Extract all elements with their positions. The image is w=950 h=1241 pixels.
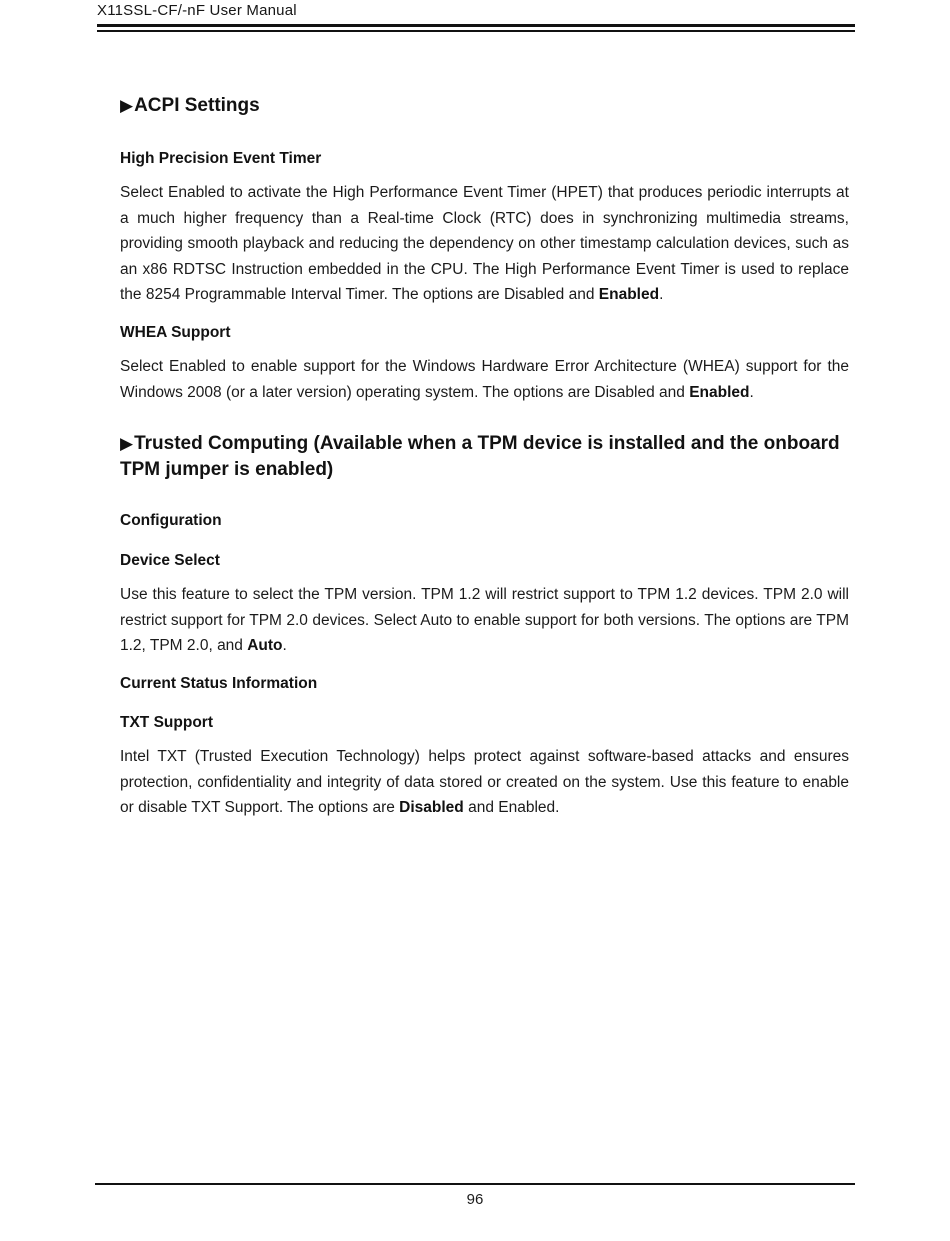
heading-configuration: Configuration: [120, 512, 222, 530]
heading-device-select: Device Select: [120, 552, 220, 570]
heading-txt-support: TXT Support: [120, 713, 213, 731]
heading-trusted-computing: ▶Trusted Computing (Available when a TPM device is installed and the onboard TPM jumper is enabled): [120, 433, 840, 481]
paragraph-txt-support: Intel TXT (Trusted Execution Technology) helps protect against software-based attacks and ensures protection, confidentiality and integrity of data stored or created on the system. Use this feature to enable or disable TXT Support. The options are Disabled and Enabled.: [120, 747, 849, 817]
heading-acpi-settings: ▶ACPI Settings: [120, 95, 260, 116]
footer-rule: [95, 1183, 855, 1185]
manual-title: X11SSL-CF/-nF User Manual: [97, 2, 297, 19]
page-header: [0, 0, 950, 32]
heading-high-precision-event-timer: High Precision Event Timer: [120, 150, 322, 167]
page-content: [120, 93, 849, 821]
page-number: 96: [466, 1191, 484, 1208]
heading-whea-support: WHEA Support: [120, 323, 231, 341]
paragraph-whea: Select Enabled to enable support for the Windows Hardware Error Architecture (WHEA) support for the Windows 2008 (or a later version) operating system. The options are Disabled and Enabled.: [120, 357, 849, 401]
page-footer: [95, 1183, 855, 1208]
paragraph-hpet: Select Enabled to activate the High Performance Event Timer (HPET) that produces periodic interrupts at a much higher frequency than a Real-time Clock (RTC) does in synchronizing multimedia streams, providing smooth playback and reducing the dependency on other timestamp calculation devices, such as an x86 RDTSC Instruction embedded in the CPU. The High Performance Event Timer is used to replace the 8254 Programmable Interval Timer. The options are Disabled and Enabled.: [120, 184, 849, 304]
arrow-marker-icon: ▶: [120, 434, 134, 454]
arrow-marker-icon: ▶: [120, 96, 134, 115]
heading-current-status-information: Current Status Information: [120, 674, 318, 692]
header-rule-thick: [97, 24, 855, 27]
header-rule-thin: [97, 30, 855, 32]
paragraph-device-select: Use this feature to select the TPM version. TPM 1.2 will restrict support to TPM 1.2 devices. TPM 2.0 will restrict support for TPM 2.0 devices. Select Auto to enable support for both versions. The options are TPM 1.2, TPM 2.0, and Auto.: [120, 586, 849, 655]
